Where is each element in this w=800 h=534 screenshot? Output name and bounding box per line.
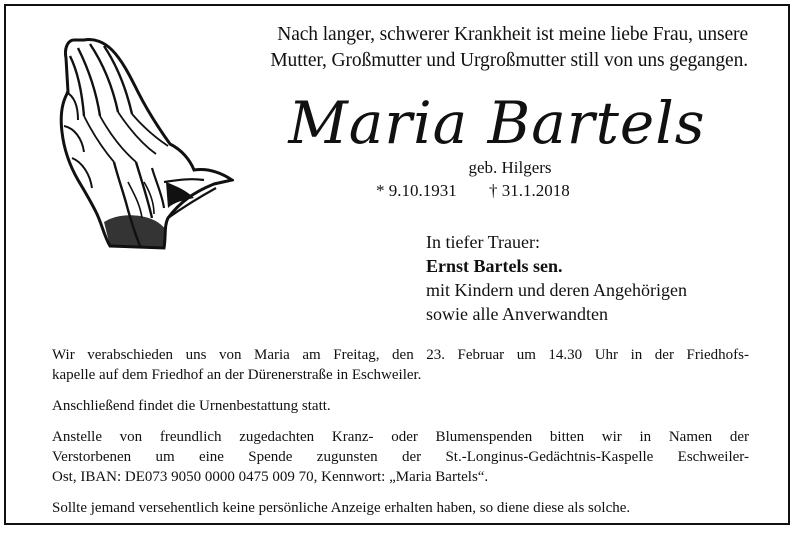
mourners-line-2: mit Kindern und deren Angehörigen <box>426 280 687 300</box>
life-dates <box>376 180 570 202</box>
notices <box>52 345 749 529</box>
mourners-intro: In tiefer Trauer: <box>426 232 540 252</box>
urn-notice <box>52 396 749 416</box>
closing-notice <box>52 498 749 518</box>
mourners-block <box>426 230 687 326</box>
intro-line-1: Nach langer, schwerer Krankheit ist meine liebe Frau, unsere <box>277 24 748 45</box>
closing-line: Sollte jemand versehentlich keine persönliche Anzeige erhalten haben, so diene diese als solche. <box>52 500 631 516</box>
intro-text <box>200 22 748 74</box>
donation-line-2: Verstorbenen um eine Spende zugunsten der St.-Longinus-Gedächtnis-Kaspelle Eschweiler- <box>52 449 749 465</box>
death-date: † 31.1.2018 <box>489 181 570 200</box>
donation-line-3: Ost, IBAN: DE073 9050 0000 0475 009 70, Kennwort: „Maria Bartels“. <box>52 469 489 485</box>
intro-line-2: Mutter, Großmutter und Urgroßmutter still von uns gegangen. <box>270 50 748 71</box>
maiden-name: geb. Hilgers <box>468 158 552 177</box>
urn-line: Anschließend findet die Urnenbestattung statt. <box>52 398 331 414</box>
principal-mourner: Ernst Bartels sen. <box>426 256 563 276</box>
donation-notice <box>52 427 749 487</box>
funeral-line-1: Wir verabschieden uns von Maria am Freitag, den 23. Februar um 14.30 Uhr in der Friedhofs- <box>52 347 749 363</box>
donation-line-1: Anstelle von freundlich zugedachten Kranz- oder Blumenspenden bitten wir in Namen der <box>52 429 749 445</box>
birth-date: * 9.10.1931 <box>376 181 457 200</box>
deceased-name: Maria Bartels <box>288 89 706 157</box>
funeral-notice <box>52 345 749 385</box>
funeral-line-2: kapelle auf dem Friedhof an der Dürenerstraße in Eschweiler. <box>52 367 422 383</box>
mourners-line-3: sowie alle Anverwandten <box>426 304 608 324</box>
